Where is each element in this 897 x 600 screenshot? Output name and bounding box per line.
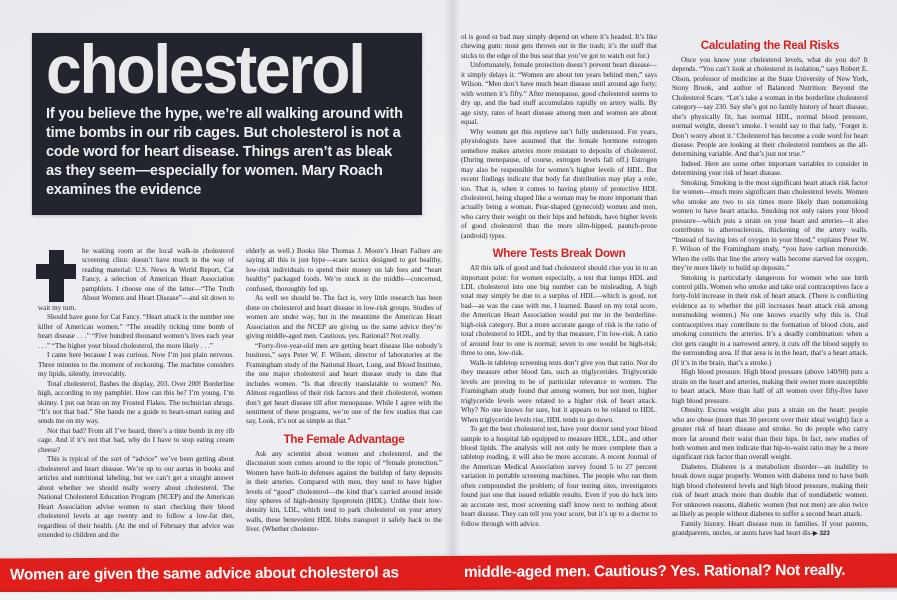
paragraph: Indeed. Here are some other important variables to consider in determining your risk of heart disease. — [672, 159, 868, 178]
text-column-1 — [38, 247, 234, 547]
paragraph: Should have gone for Cat Fancy. “Heart attack is the number one killer of American women.” “The steadily ticking time bomb of heart disease . . .” “Five hundred thousand women’s lives each year . . .” “The higher your blood cholesterol, the more likely . . .” — [38, 313, 234, 350]
paragraph: Not that bad? From all I’ve heard, there’s a time bomb in my rib cage. And if it’s not that bad, why do I have to stop eating cream cheese? — [38, 426, 234, 454]
paragraph: “Forty-five-year-old men are getting heart disease like nobody’s business,” says Peter W. F. Wilson, director of laboratories at the Framingham study of the National Heart, Lung, and Blood Institute, the one major cholesterol and heart disease study to date that includes women. “Is that directly translatable to women? No. Almost regardless of their risk factors and their cholesterol, women don’t get heart disease till after menopause. While I agree with the sentiment of these programs, we’re one of the few studies that can say, Look, it’s not as simple as that.” — [246, 341, 442, 426]
paragraph: As well we should be. The fact is, very little research has been done on cholesterol and heart disease in low-risk groups. Studies of women are under way, but in the meantime the American Heart Association and the NCEP are giving us the same advice they’re giving middle-aged men. Cautious, yes. Rational? Not really. — [246, 294, 442, 341]
text-column-4 — [672, 33, 868, 548]
paragraph: All this talk of good and bad cholesterol should clue you in to an important point: for women especially, a test that lumps HDL and LDL cholesterol into one big number can be misleading. A high total may simply be due to a surplus of HDL—which is good, not bad—as was the case with me, I learned. Based on my total score, the American Heart Association would put me in the borderline-high-risk category. But a more accurate gauge of risk is the ratio of total cholesterol to HDL, and by that measure, I’m low-risk. A ratio of around four to one is normal; seven to one would be high-risk; three to one, low-risk. — [461, 264, 657, 358]
paragraph: Walk-in tabletop screening tests don’t give you that ratio. Nor do they measure other blood fats, such as triglycerides. Triglyceride levels are proving to be of particular relevance to women. The Framingham study found that among women, but not men, higher triglyceride levels were related to a higher risk of heart attack. Why? No one knows for sure, but it appears to be related to HDL. When triglyceride levels rise, HDL tends to go down. — [461, 358, 657, 424]
article-deck: If you believe the hype, we’re all walking around with time bombs in our rib cages. But cholesterol is not a code word for heart disease. Things aren’t as bleak as they seem—especially for women. Mary Roach examines the evidence — [46, 105, 403, 199]
section-heading-female-advantage: The Female Advantage — [283, 432, 405, 446]
paragraph: Ask any scientist about women and cholesterol, and the discussion soon comes around to the topic of “female protection.” Women have built-in defenses against the buildup of fatty deposits in their arteries. Compared with men, they tend to have higher levels of “good” cholesterol—the kind that’s carried around inside tiny spheres of high-density lipoprotein (HDL). Unlike their low-density kin, LDL, which tend to park cholesterol on your artery walls, these benevolent HDL blobs transport it safely back to the liver. (Whether cholester- — [246, 449, 442, 534]
paragraph: Unfortunately, female protection doesn’t prevent heart disease—it simply delays it. “Women are about ten years behind men,” says Wilson. “Men don’t have much heart disease until around age forty; with women it’s fifty.” After menopause, good cholesterol seems to dry up, and the bad stuff accumulates rapidly on artery walls. By age sixty, rates of heart disease among men and women are about equal. — [461, 61, 657, 127]
page-bottom-margin — [0, 592, 897, 600]
pull-quote-left: Women are given the same advice about cholesterol as — [9, 564, 399, 584]
paragraph: Diabetes. Diabetes is a metabolism disorder—an inability to break down sugar properly. Women with diabetes tend to have both high blood cholesterol levels and high blood pressure, making their risk of heart attack more than double that of nondiabetic women. For unknown reasons, diabetic women (but not men) are also twice as likely as people without diabetes to suffer a second heart attack. — [672, 462, 868, 519]
pull-quote-right: middle-aged men. Cautious? Yes. Rational? Not really. — [463, 561, 846, 581]
drop-cap-spacer — [38, 247, 82, 303]
paragraph: To get the best cholesterol test, have your doctor send your blood sample to a hospital lab equipped to measure HDL, LDL, and other blood lipids. The analysis will not only be more complete than a tabletop reading, it will also be more accurate. A recent Journal of the American Medical Association survey found 5 to 27 percent variation in portable screening machines. The people who ran them often compounded the problem; of four testing sites, investigators found just one that issued reliable results. Even if you do luck into an accurate test, most screening staff know next to nothing about heart disease. They can tell you your score, but it’s up to a doctor to follow through with advice. — [461, 425, 657, 528]
paragraph: ol is good or bad may simply depend on where it’s headed. It’s like chewing gum: most gets thrown out in the trash; it’s the stuff that sticks to the edge of the bus seat that you’ve got to watch out for.) — [461, 33, 657, 60]
paragraph: I came here because I was curious. Now I’m just plain nervous. Three minutes to the moment of reckoning. The machine considers my lipids, silently, irrevocably. — [38, 351, 234, 379]
paragraph-text: Family history. Heart disease runs in families. If your parents, grandparents, uncles, or aunts have had heart dis- — [672, 519, 868, 538]
continuation-marker: ▶ 323 — [812, 530, 830, 538]
paragraph: Smoking is particularly dangerous for women who use birth control pills. Women who smoke and take oral contraceptives face a forty-fold increase in their risk of heart attack. (There is conflicting evidence as to whether the pill increases heart attack risk among nonsmoking women.) No one knows exactly why this is. Oral contraceptives may contribute to the formation of blood clots, and smoking constricts the arteries. It’s a deadly combination: when a clot gets caught in a narrowed artery, it cuts off the blood supply to the surrounding area. If that area is in the heart, that’s a heart attack. (If it’s in the brain, that’s a stroke.) — [672, 273, 868, 367]
paragraph: Once you know your cholesterol levels, what do you do? It depends. “You can’t look at cholesterol in isolation,” says Robert E. Olson, professor of medicine at the State University of New York, Stony Brook, and author of Balanced Nutrition: Beyond the Cholesterol Scare. “Let’s take a woman in the borderline cholesterol category—say 230. Say she’s got no family history of heart disease, she’s physically fit, has normal HDL, normal blood pressure, normal weight, doesn’t smoke. I would say to that lady, ‘Forget it. Don’t worry about it.’ Cholesterol has become a code word for heart disease. People are looking at their cholesterol numbers as the all-determining variable. And that’s just not true.” — [672, 55, 868, 159]
paragraph: High blood pressure. High blood pressure (above 140/90) puts a strain on the heart and arteries, making their owner more susceptible to heart attack. More than half of all women over fifty-five have high blood pressure. — [672, 368, 868, 405]
paragraph: Total cholesterol, flashes the display, 203. Over 200! Borderline high, according to my pamphlet. How can this be? I’m young. I’m skinny. I put oat bran on my Frosted Flakes. The technician shrugs. “It’s not that bad.” She hands me a guide to heart-smart eating and sends me on my way. — [38, 379, 234, 426]
paragraph: This is typical of the sort of “advice” we’ve been getting about cholesterol and heart disease. We’re up to our aortas in books and articles and nutritional labeling, but we can’t get a straight answer about whether we should really worry about cholesterol. The National Cholesterol Education Program (NCEP) and the American Heart Association advise women to start checking their blood cholesterol levels at age twenty and to follow a low-fat diet, regardless of their health. (At the end of February that advice was extended to children and the — [38, 455, 234, 540]
paragraph: Why women get this reprieve isn’t fully understood. For years, physiologists have assumed that the female hormone estrogen somehow makes arteries more resistant to deposits of cholesterol. (During menopause, of course, estrogen levels fall off.) Estrogen may also be responsible for women’s higher levels of HDL. But recent findings indicate that body fat distribution may play a role, too. That is, when it comes to having plenty of protective HDL cholesterol, being shaped like a woman may be more important than actually being a woman. Pear-shaped (gynecoid) women and men, who carry their weight on their hips and behinds, have higher levels of good cholesterol than the more slim-hipped, paunch-prone (android) types. — [461, 127, 657, 240]
text-column-2 — [246, 247, 442, 547]
paragraph: Obesity. Excess weight also puts a strain on the heart: people who are obese (more than 30 percent over their ideal weight) face a greater risk of heart disease and stroke. So do people who carry more fat around their waist than their hips. In fact, new studies of both women and men indicate that hip-to-waist ratio may be a more significant risk factor than overall weight. — [672, 406, 868, 462]
paragraph: Smoking. Smoking is the most significant heart attack risk factor for women—much more significant than cholesterol levels. Women who smoke are two to six times more likely than nonsmoking women to have heart attacks. Smoking not only raises your blood pressure—which puts a strain on your heart and arteries—it also contributes to atherosclerosis, thickening of the artery walls. “Instead of having lots of oxygen in your blood,” explains Peter W. F. Wilson of the Framingham study, “you have carbon monoxide. When the cells that line the artery walls become starved for oxygen, they’re more likely to build up deposits.” — [672, 178, 868, 273]
section-heading-calculating-the-real-risks: Calculating the Real Risks — [700, 39, 840, 52]
paragraph-last — [672, 520, 868, 539]
paragraph: he waiting room at the local walk-in cholesterol screening clinic doesn’t have much in the way of reading material: U.S. News & World Report, Cat Fancy, a selection of American Heart Association pamphlets. I choose one of the latter—“The Truth About Women and Heart Disease”—and sit down to wait my turn. — [38, 247, 234, 312]
paragraph: elderly as well.) Books like Thomas J. Moore’s Heart Failure are saying all this is just hype—scare tactics designed to get healthy, low-risk individuals to spend their money on lab fees and “heart healthy” packaged foods. We’re stuck in the middle—concerned, confused, thoroughly fed up. — [246, 247, 442, 293]
text-column-3 — [461, 33, 657, 548]
headline-block — [32, 33, 422, 215]
section-heading-where-tests-break-down: Where Tests Break Down — [492, 247, 626, 261]
page-title: cholesterol — [46, 31, 364, 108]
